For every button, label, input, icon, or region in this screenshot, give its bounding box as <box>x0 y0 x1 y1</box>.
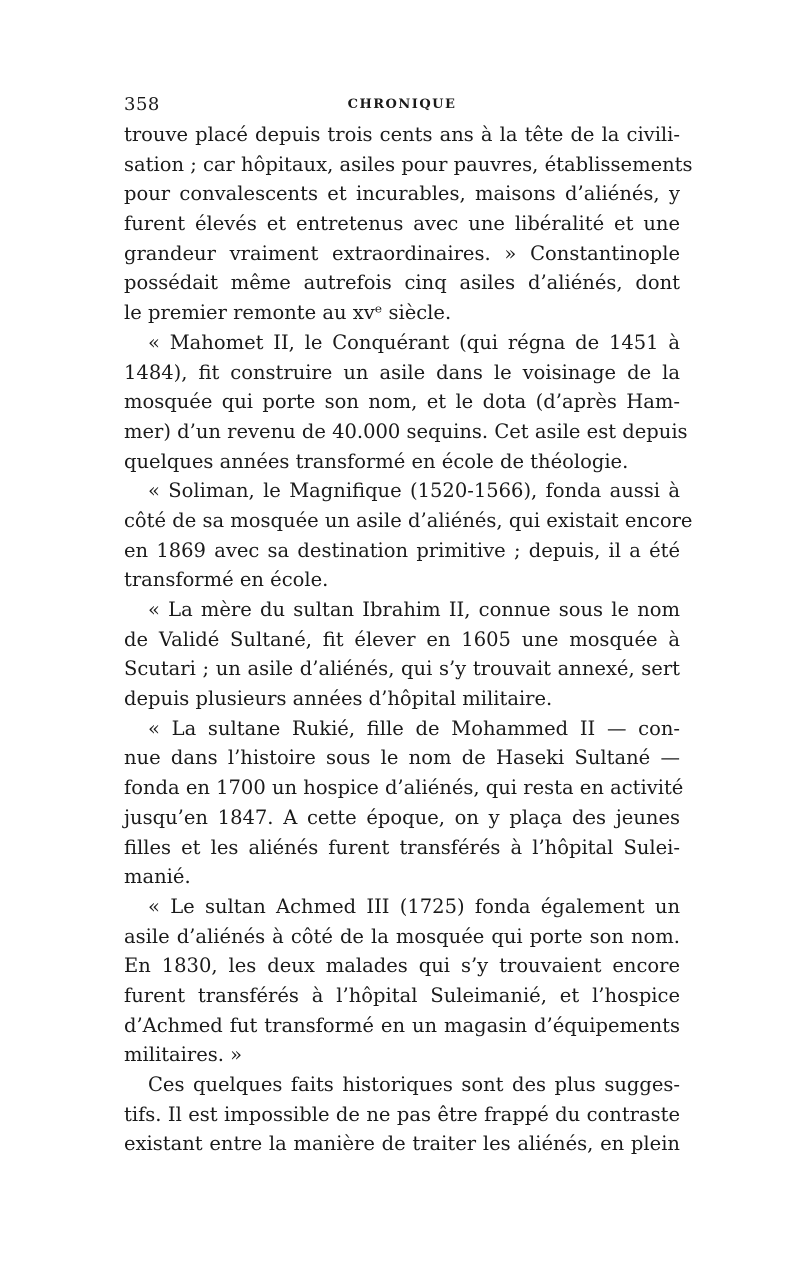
text-line: Ces quelques faits historiques sont des plus sugges- <box>148 1073 680 1096</box>
text-line: depuis plusieurs années d’hôpital militaire. <box>124 687 553 711</box>
text-line: pour convalescents et incurables, maisons d’aliénés, y <box>124 182 680 206</box>
text-line: d’Achmed fut transformé en un magasin d’équipements <box>124 1013 680 1037</box>
text-line: trouve placé depuis trois cents ans à la tête de la civili- <box>124 123 680 146</box>
text-line: tifs. Il est impossible de ne pas être frappé du contraste <box>124 1102 680 1126</box>
text-line: « Mahomet II, le Conquérant (qui régna de 1451 à <box>148 330 680 354</box>
running-head: CHRONIQUE <box>347 97 457 112</box>
text-line: sation ; car hôpitaux, asiles pour pauvres, établissements <box>124 152 693 176</box>
text-line: côté de sa mosquée un asile d’aliénés, qui existait encore <box>124 508 693 532</box>
text-line: « Soliman, le Magnifique (1520-1566), fonda aussi à <box>148 479 680 503</box>
page-header <box>124 94 680 118</box>
text-line: « La sultane Rukié, fille de Mohammed II — con- <box>148 716 680 740</box>
text-line: possédait même autrefois cinq asiles d’aliénés, dont <box>124 271 680 295</box>
text-line: manié. <box>124 865 191 889</box>
text-line: quelques années transformé en école de théologie. <box>124 449 629 473</box>
text-line: jusqu’en 1847. A cette époque, on y plaça des jeunes <box>124 805 680 829</box>
text-line: de Validé Sultané, fit élever en 1605 une mosquée à <box>124 627 680 651</box>
text-line: nue dans l’histoire sous le nom de Haseki Sultané — <box>124 746 680 770</box>
text-line: mer) d’un revenu de 40.000 sequins. Cet asile est depuis <box>124 419 688 443</box>
text-line: transformé en école. <box>124 568 329 592</box>
text-line: existant entre la manière de traiter les aliénés, en plein <box>124 1132 680 1156</box>
text-line: en 1869 avec sa destination primitive ; depuis, il a été <box>124 538 680 562</box>
text-line: grandeur vraiment extraordinaires. » Constantinople <box>124 241 680 265</box>
text-line: furent transférés à l’hôpital Suleimanié, et l’hospice <box>124 983 680 1007</box>
text-line: mosquée qui porte son nom, et le dota (d’après Ham- <box>124 390 680 414</box>
text-line: furent élevés et entretenus avec une libéralité et une <box>124 212 680 236</box>
text-line: le premier remonte au xvᵉ siècle. <box>124 301 452 325</box>
text-line: « Le sultan Achmed III (1725) fonda également un <box>148 894 680 918</box>
text-line: Scutari ; un asile d’aliénés, qui s’y trouvait annexé, sert <box>124 657 680 681</box>
text-line: En 1830, les deux malades qui s’y trouvaient encore <box>124 954 680 978</box>
text-line: fonda en 1700 un hospice d’aliénés, qui resta en activité <box>124 776 684 800</box>
text-line: 1484), fit construire un asile dans le voisinage de la <box>124 360 680 384</box>
text-line: asile d’aliénés à côté de la mosquée qui porte son nom. <box>124 924 680 948</box>
text-line: militaires. » <box>124 1043 243 1067</box>
text-line: « La mère du sultan Ibrahim II, connue sous le nom <box>148 598 680 621</box>
body-text <box>124 120 693 1159</box>
page-number: 358 <box>124 94 160 115</box>
text-line: filles et les aliénés furent transférés à l’hôpital Sulei- <box>124 835 680 859</box>
